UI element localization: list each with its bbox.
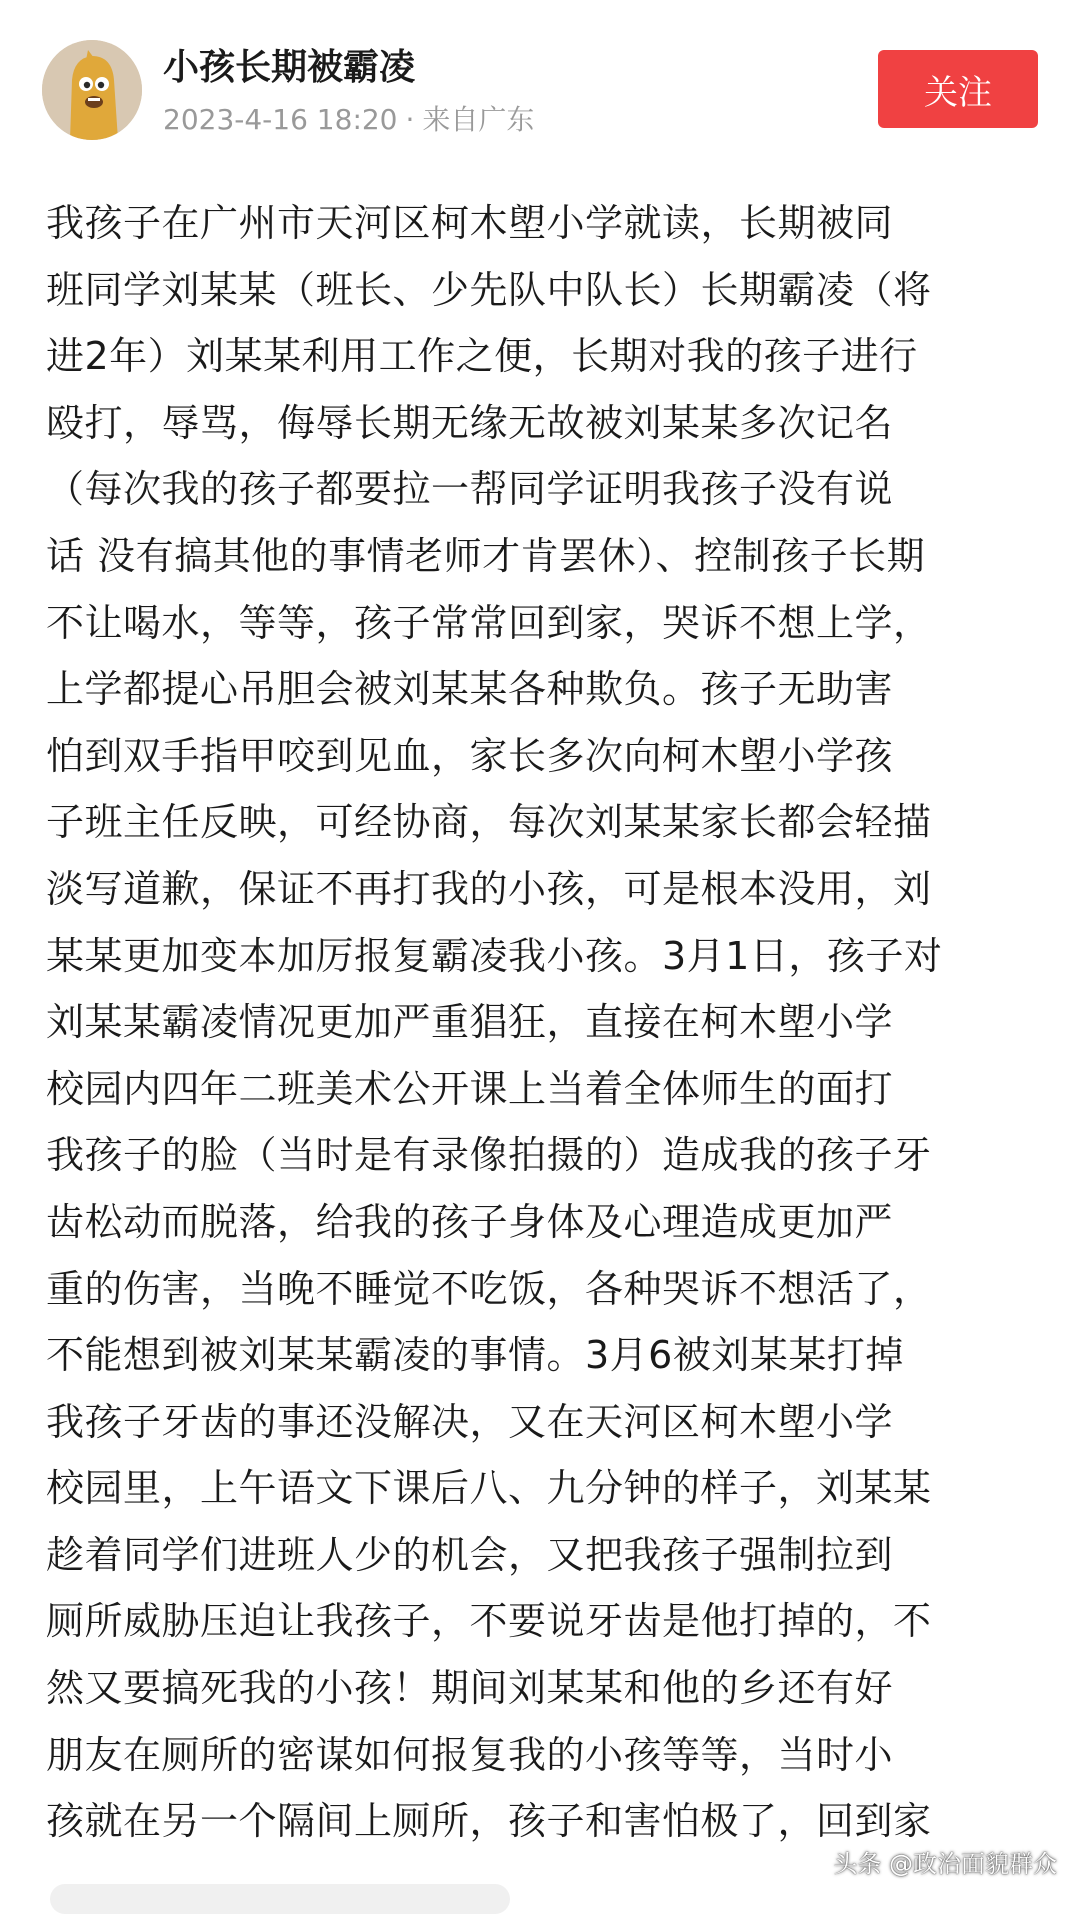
post-text-line: 我孩子的脸（当时是有录像拍摄的）造成我的孩子牙: [46, 1133, 932, 1178]
post-location: 来自广东: [422, 103, 535, 136]
post-text-line: 然又要搞死我的小孩！期间刘某某和他的乡还有好: [46, 1666, 894, 1711]
post-text-line: 殴打，辱骂，侮辱长期无缘无故被刘某某多次记名: [46, 400, 894, 445]
post-text-line: 班同学刘某某（班长、少先队中队长）长期霸凌（将: [46, 267, 932, 312]
post-date: 2023-4-16 18:20: [163, 103, 398, 136]
cartoon-character-icon: [42, 40, 142, 140]
avatar[interactable]: [42, 40, 142, 140]
post-text-line: 校园内四年二班美术公开课上当着全体师生的面打: [46, 1066, 894, 1111]
author-name[interactable]: 小孩长期被霸凌: [163, 47, 416, 88]
post-text-line: 怕到双手指甲咬到见血，家长多次向柯木塱小学孩: [46, 733, 894, 778]
post-body: [46, 190, 1046, 1855]
post-text-line: 我孩子在广州市天河区柯木塱小学就读，长期被同: [46, 201, 894, 245]
bottom-bar-hint: [50, 1884, 510, 1914]
post-header: [0, 0, 1079, 160]
post-text-line: 子班主任反映，可经协商，每次刘某某家长都会轻描: [46, 800, 932, 845]
post-text-line: （每次我的孩子都要拉一帮同学证明我孩子没有说: [46, 467, 894, 512]
post-text-line: 某某更加变本加厉报复霸凌我小孩。3月1日，孩子对: [46, 933, 943, 978]
post-text-line: 厕所威胁压迫让我孩子，不要说牙齿是他打掉的，不: [46, 1599, 932, 1644]
post-text-line: 不能想到被刘某某霸凌的事情。3月6被刘某某打掉: [46, 1333, 904, 1378]
post-text-line: 校园里，上午语文下课后八、九分钟的样子，刘某某: [46, 1466, 932, 1511]
post-text-line: 趁着同学们进班人少的机会，又把我孩子强制拉到: [46, 1532, 894, 1577]
post-text-line: 朋友在厕所的密谋如何报复我的小孩等等，当时小: [46, 1732, 894, 1777]
post-text-line: 刘某某霸凌情况更加严重猖狂，直接在柯木塱小学: [46, 1000, 894, 1045]
post-text-line: 淡写道歉，保证不再打我的小孩，可是根本没用，刘: [46, 866, 932, 911]
post-text-line: 进2年）刘某某利用工作之便，长期对我的孩子进行: [46, 334, 918, 379]
follow-button[interactable]: 关注: [878, 50, 1038, 128]
post-text-line: 不让喝水，等等，孩子常常回到家，哭诉不想上学，: [46, 600, 932, 645]
post-text-line: 上学都提心吊胆会被刘某某各种欺负。孩子无助害: [46, 667, 894, 712]
meta-separator: ·: [405, 103, 415, 136]
post-meta: [163, 102, 534, 138]
post-text-line: 话 没有搞其他的事情老师才肯罢休）、控制孩子长期: [46, 533, 926, 578]
post-text-line: 重的伤害，当晚不睡觉不吃饭，各种哭诉不想活了，: [46, 1266, 932, 1311]
post-text-line: 我孩子牙齿的事还没解决，又在天河区柯木塱小学: [46, 1399, 894, 1444]
source-watermark: 头条 @政治面貌群众: [833, 1850, 1057, 1878]
post-text-line: 孩就在另一个隔间上厕所，孩子和害怕极了，回到家: [46, 1799, 932, 1844]
post-text-line: 齿松动而脱落，给我的孩子身体及心理造成更加严: [46, 1199, 894, 1244]
